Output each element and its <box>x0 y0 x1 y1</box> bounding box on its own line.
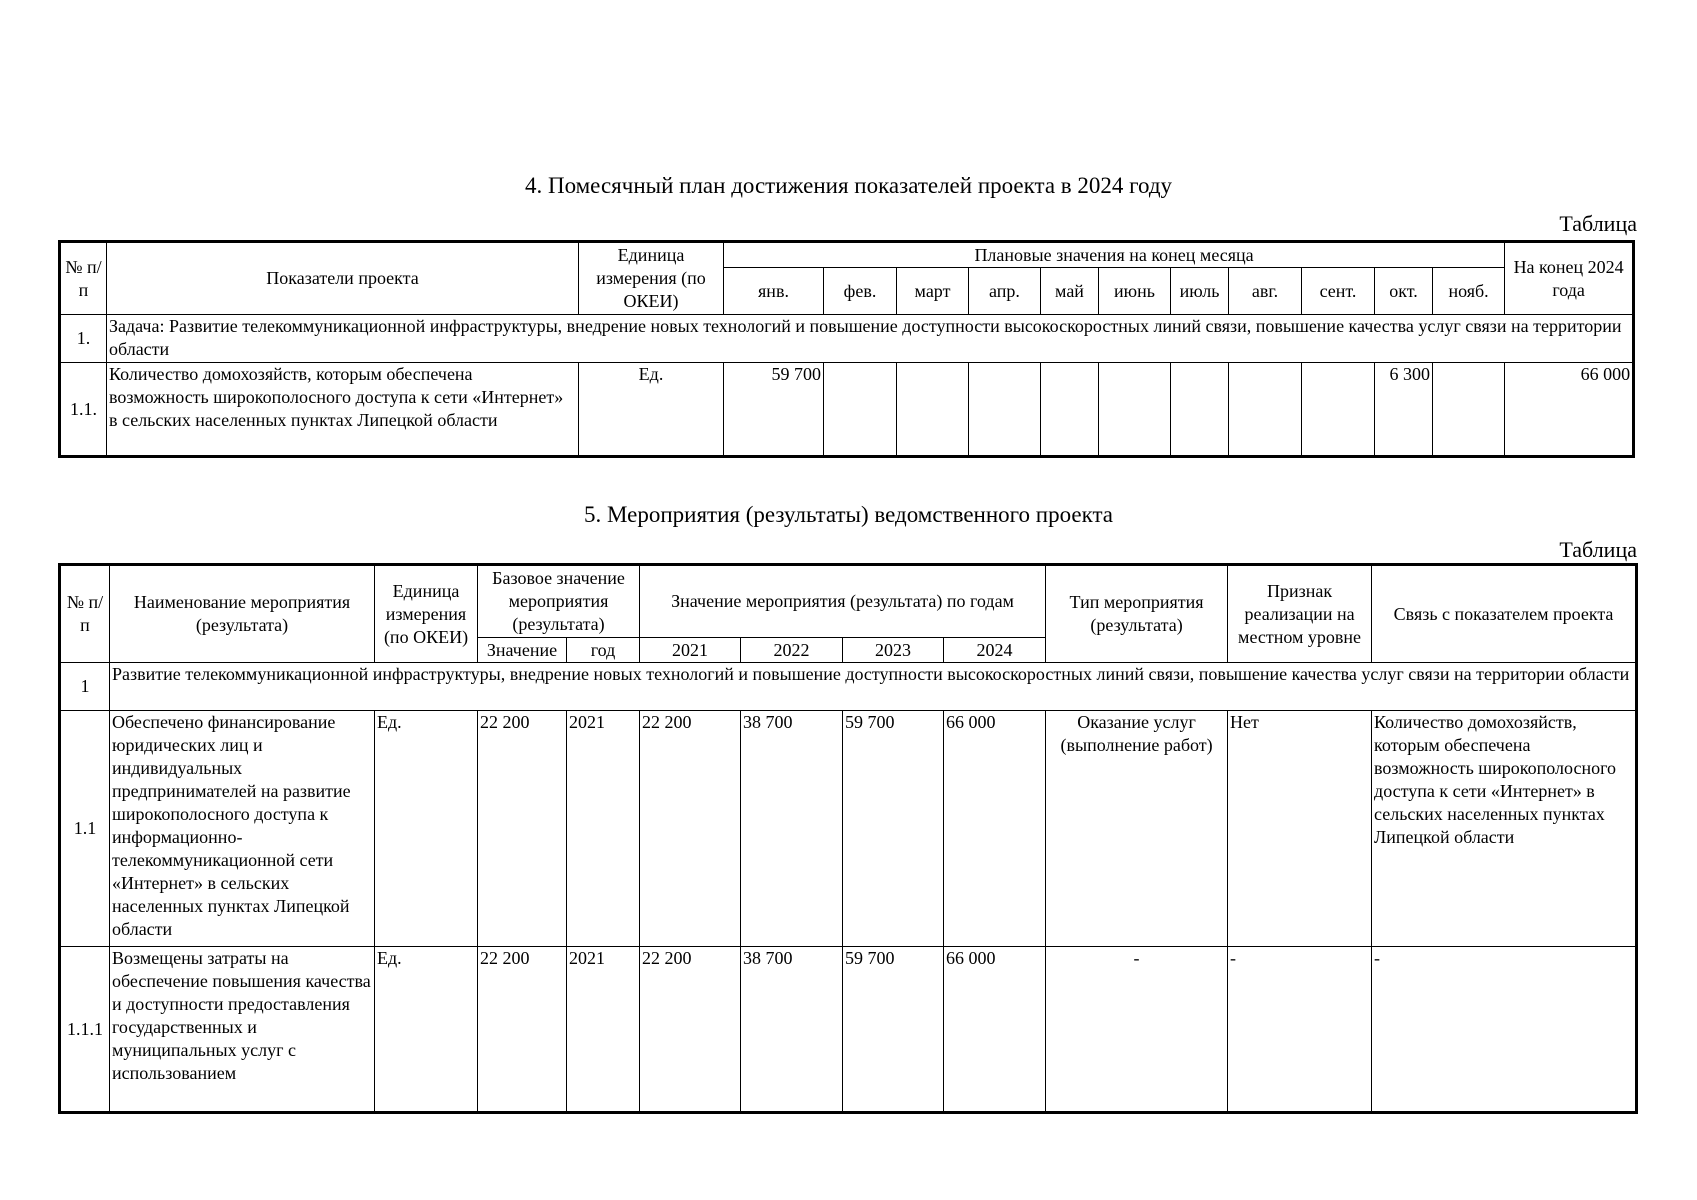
row-link: - <box>1372 947 1637 1113</box>
row-base-value: 22 200 <box>478 711 567 947</box>
row-name: Возмещены затраты на обеспечение повышения качества и доступности предоставления государственных и муниципальных услуг с использованием <box>110 947 375 1113</box>
row-month-sep <box>1302 363 1375 457</box>
row-num: 1.1.1 <box>60 947 110 1113</box>
header-values: Значение мероприятия (результата) по годам <box>640 565 1046 638</box>
row-base-year: 2021 <box>567 711 640 947</box>
section4-title: 4. Помесячный план достижения показателей проекта в 2024 году <box>524 173 1173 198</box>
header-unit: Единица измерения (по ОКЕИ) <box>579 242 724 315</box>
header-base-year: год <box>567 638 640 663</box>
month-oct: окт. <box>1375 268 1433 315</box>
header-base: Базовое значение мероприятия (результата) <box>478 565 640 638</box>
row-value-2021: 22 200 <box>640 947 741 1113</box>
section5-title: 5. Мероприятия (результаты) ведомственного проекта <box>583 502 1113 527</box>
header-link: Связь с показателем проекта <box>1372 565 1637 663</box>
month-feb: фев. <box>824 268 897 315</box>
header-year-2022: 2022 <box>741 638 843 663</box>
row-value-2022: 38 700 <box>741 711 843 947</box>
row-unit: Ед. <box>375 711 478 947</box>
header-local: Признак реализации на местном уровне <box>1228 565 1372 663</box>
activities-table <box>58 563 1638 1114</box>
header-year-2021: 2021 <box>640 638 741 663</box>
row-type: - <box>1046 947 1228 1113</box>
table-row <box>60 947 1637 1113</box>
row-month-apr <box>969 363 1041 457</box>
header-base-value: Значение <box>478 638 567 663</box>
row-value-2024: 66 000 <box>944 711 1046 947</box>
task-num: 1. <box>60 315 107 363</box>
month-nov: нояб. <box>1433 268 1505 315</box>
row-base-year: 2021 <box>567 947 640 1113</box>
group-row <box>60 663 1637 711</box>
row-local: Нет <box>1228 711 1372 947</box>
month-jan: янв. <box>724 268 824 315</box>
row-indicator: Количество домохозяйств, которым обеспечена возможность широкополосного доступа к сети «Интернет» в сельских населенных пунктах Липецкой области <box>107 363 579 457</box>
task-row <box>60 315 1634 363</box>
row-unit: Ед. <box>375 947 478 1113</box>
month-aug: авг. <box>1229 268 1302 315</box>
row-unit: Ед. <box>579 363 724 457</box>
row-month-aug <box>1229 363 1302 457</box>
row-num: 1.1. <box>60 363 107 457</box>
table-row <box>60 363 1634 457</box>
row-month-oct: 6 300 <box>1375 363 1433 457</box>
section4-table-label: Таблица <box>1559 211 1637 236</box>
header-type: Тип мероприятия (результата) <box>1046 565 1228 663</box>
row-year-end: 66 000 <box>1505 363 1634 457</box>
row-value-2024: 66 000 <box>944 947 1046 1113</box>
header-num: № п/п <box>60 242 107 315</box>
header-name: Наименование мероприятия (результата) <box>110 565 375 663</box>
monthly-plan-table <box>58 240 1635 458</box>
row-value-2023: 59 700 <box>843 947 944 1113</box>
header-planned: Плановые значения на конец месяца <box>724 242 1505 268</box>
section5-table-label: Таблица <box>1559 537 1637 562</box>
month-sep: сент. <box>1302 268 1375 315</box>
header-num: № п/п <box>60 565 110 663</box>
header-indicator: Показатели проекта <box>107 242 579 315</box>
header-row <box>60 565 1637 638</box>
row-month-jan: 59 700 <box>724 363 824 457</box>
row-local: - <box>1228 947 1372 1113</box>
group-text: Развитие телекоммуникационной инфраструктуры, внедрение новых технологий и повышение доступности высокоскоростных линий связи, повышение качества услуг связи на территории области <box>110 663 1637 711</box>
row-value-2021: 22 200 <box>640 711 741 947</box>
month-jul: июль <box>1171 268 1229 315</box>
group-num: 1 <box>60 663 110 711</box>
month-jun: июнь <box>1099 268 1171 315</box>
row-value-2022: 38 700 <box>741 947 843 1113</box>
row-link: Количество домохозяйств, которым обеспечена возможность широкополосного доступа к сети «Интернет» в сельских населенных пунктах Липецкой области <box>1372 711 1637 947</box>
month-apr: апр. <box>969 268 1041 315</box>
month-may: май <box>1041 268 1099 315</box>
row-month-may <box>1041 363 1099 457</box>
row-num: 1.1 <box>60 711 110 947</box>
row-month-mar <box>897 363 969 457</box>
row-month-feb <box>824 363 897 457</box>
header-year-end: На конец 2024 года <box>1505 242 1634 315</box>
row-name: Обеспечено финансирование юридических лиц и индивидуальных предпринимателей на развитие широкополосного доступа к информационно-телекоммуникационной сети «Интернет» в сельских населенных пунктах Липецкой области <box>110 711 375 947</box>
table-row <box>60 711 1637 947</box>
header-year-2024: 2024 <box>944 638 1046 663</box>
row-month-jul <box>1171 363 1229 457</box>
row-type: Оказание услуг (выполнение работ) <box>1046 711 1228 947</box>
row-value-2023: 59 700 <box>843 711 944 947</box>
row-month-nov <box>1433 363 1505 457</box>
task-text: Задача: Развитие телекоммуникационной инфраструктуры, внедрение новых технологий и повышение доступности высокоскоростных линий связи, повышение качества услуг связи на территории области <box>107 315 1634 363</box>
month-mar: март <box>897 268 969 315</box>
header-unit: Единица измерения (по ОКЕИ) <box>375 565 478 663</box>
header-year-2023: 2023 <box>843 638 944 663</box>
row-month-jun <box>1099 363 1171 457</box>
row-base-value: 22 200 <box>478 947 567 1113</box>
header-row <box>60 242 1634 268</box>
